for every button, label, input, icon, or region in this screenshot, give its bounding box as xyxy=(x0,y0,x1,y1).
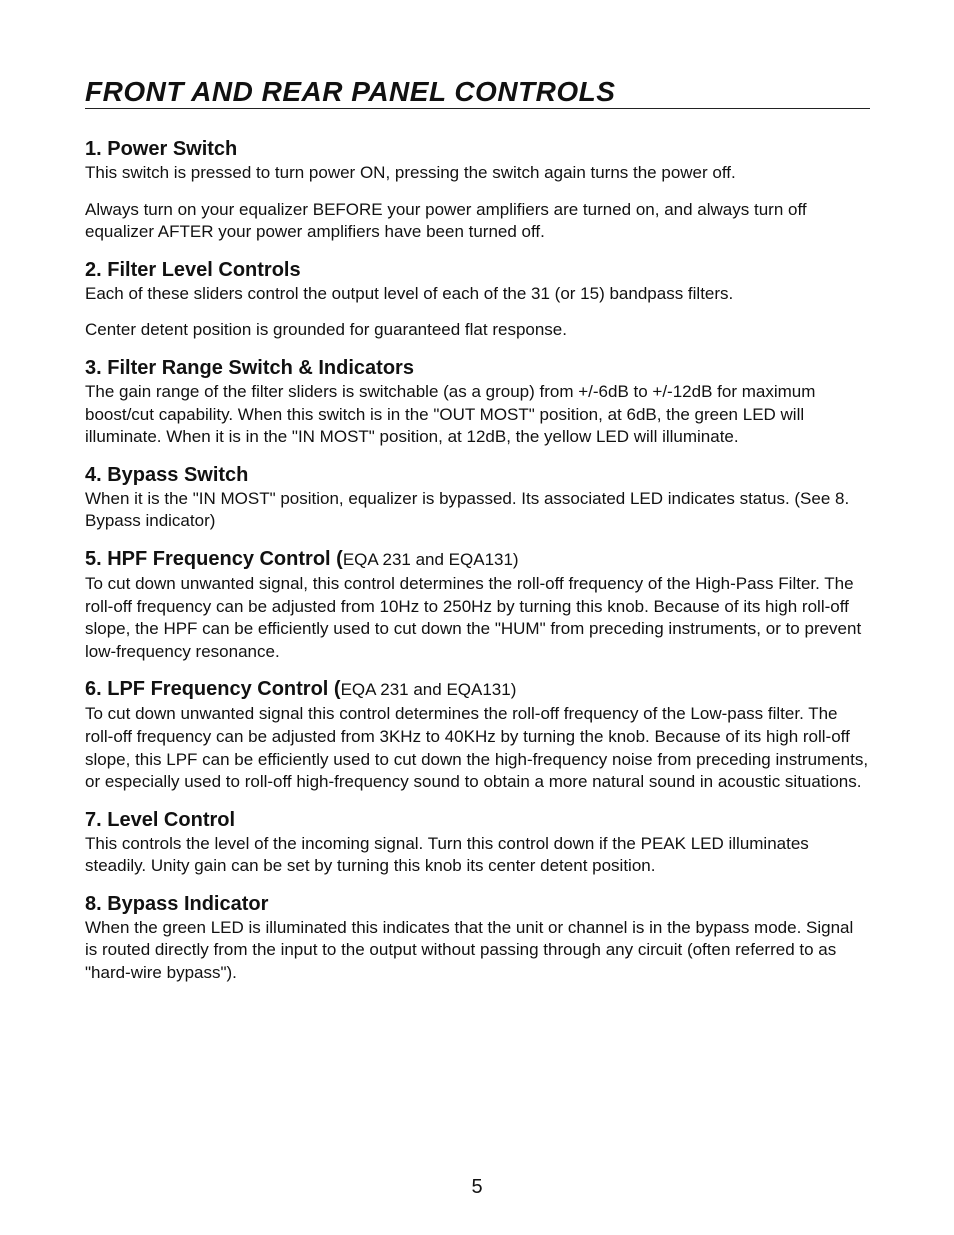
section-paragraph: Each of these sliders control the output level of each of the 31 (or 15) bandpass filters. xyxy=(85,283,734,303)
section-heading: 3. Filter Range Switch & Indicators xyxy=(85,356,414,379)
section-lpf-frequency-control xyxy=(85,676,870,793)
section-bypass-indicator xyxy=(85,891,870,985)
heading-note: EQA 231 and EQA131) xyxy=(340,680,517,700)
section-paragraph: This switch is pressed to turn power ON, pressing the switch again turns the power off. xyxy=(85,163,736,182)
section-paragraph: This controls the level of the incoming signal. Turn this control down if the PEAK LED illuminates steadily. Unity gain can be set by turning this knob its center detent position. xyxy=(85,833,809,876)
page-title: FRONT AND REAR PANEL CONTROLS xyxy=(85,76,616,107)
section-heading: 2. Filter Level Controls xyxy=(85,258,301,281)
page-number: 5 xyxy=(471,1176,483,1198)
document-body xyxy=(85,136,870,998)
section-hpf-frequency-control xyxy=(85,546,870,663)
heading-note: EQA 231 and EQA131) xyxy=(342,549,519,569)
section-heading: 5. HPF Frequency Control (EQA 231 and EQA131) xyxy=(85,547,519,570)
section-paragraph: When the green LED is illuminated this indicates that the unit or channel is in the bypass mode. Signal is routed directly from the input to the output without passing through any circuit (often referred to as "hard-wire bypass"). xyxy=(85,917,854,983)
section-filter-range-switch xyxy=(85,355,870,449)
section-heading: 7. Level Control xyxy=(85,808,236,831)
section-paragraph: To cut down unwanted signal, this control determines the roll-off frequency of the High-Pass Filter. The roll-off frequency can be adjusted from 10Hz to 250Hz by turning this knob. Because of its high roll-off slope, the HPF can be efficiently used to cut down the "HUM" from preceding instruments, or to prevent low-frequency resonance. xyxy=(85,573,862,661)
section-paragraph: The gain range of the filter sliders is switchable (as a group) from +/-6dB to +/-12dB for maximum boost/cut capability. When this switch is in the "OUT MOST" position, at 6dB, the green LED will illuminate. When it is in the "IN MOST" position, at 12dB, the yellow LED will illuminate. xyxy=(85,381,816,447)
section-power-switch xyxy=(85,136,870,244)
section-heading: 1. Power Switch xyxy=(85,138,238,160)
title-rule xyxy=(85,108,870,109)
section-heading: 6. LPF Frequency Control (EQA 231 and EQA131) xyxy=(85,678,517,701)
section-paragraph: Always turn on your equalizer BEFORE your power amplifiers are turned on, and always turn off equalizer AFTER your power amplifiers have been turned off. xyxy=(85,199,807,242)
section-filter-level-controls xyxy=(85,257,870,342)
section-paragraph: When it is the "IN MOST" position, equalizer is bypassed. Its associated LED indicates status. (See 8. Bypass indicator) xyxy=(85,488,850,531)
section-heading: 8. Bypass Indicator xyxy=(85,892,269,915)
section-paragraph: Center detent position is grounded for guaranteed flat response. xyxy=(85,320,567,340)
section-level-control xyxy=(85,807,870,878)
section-paragraph: To cut down unwanted signal this control determines the roll-off frequency of the Low-pass filter. The roll-off frequency can be adjusted from 3KHz to 40KHz by turning the knob. Because of its high roll-off slope, this LPF can be efficiently used to cut down the high-frequency noise from preceding instruments, or especially used to roll-off high-frequency sound to obtain a more natural sound in acoustic situations. xyxy=(85,704,869,792)
section-heading: 4. Bypass Switch xyxy=(85,463,249,486)
section-bypass-switch xyxy=(85,462,870,533)
